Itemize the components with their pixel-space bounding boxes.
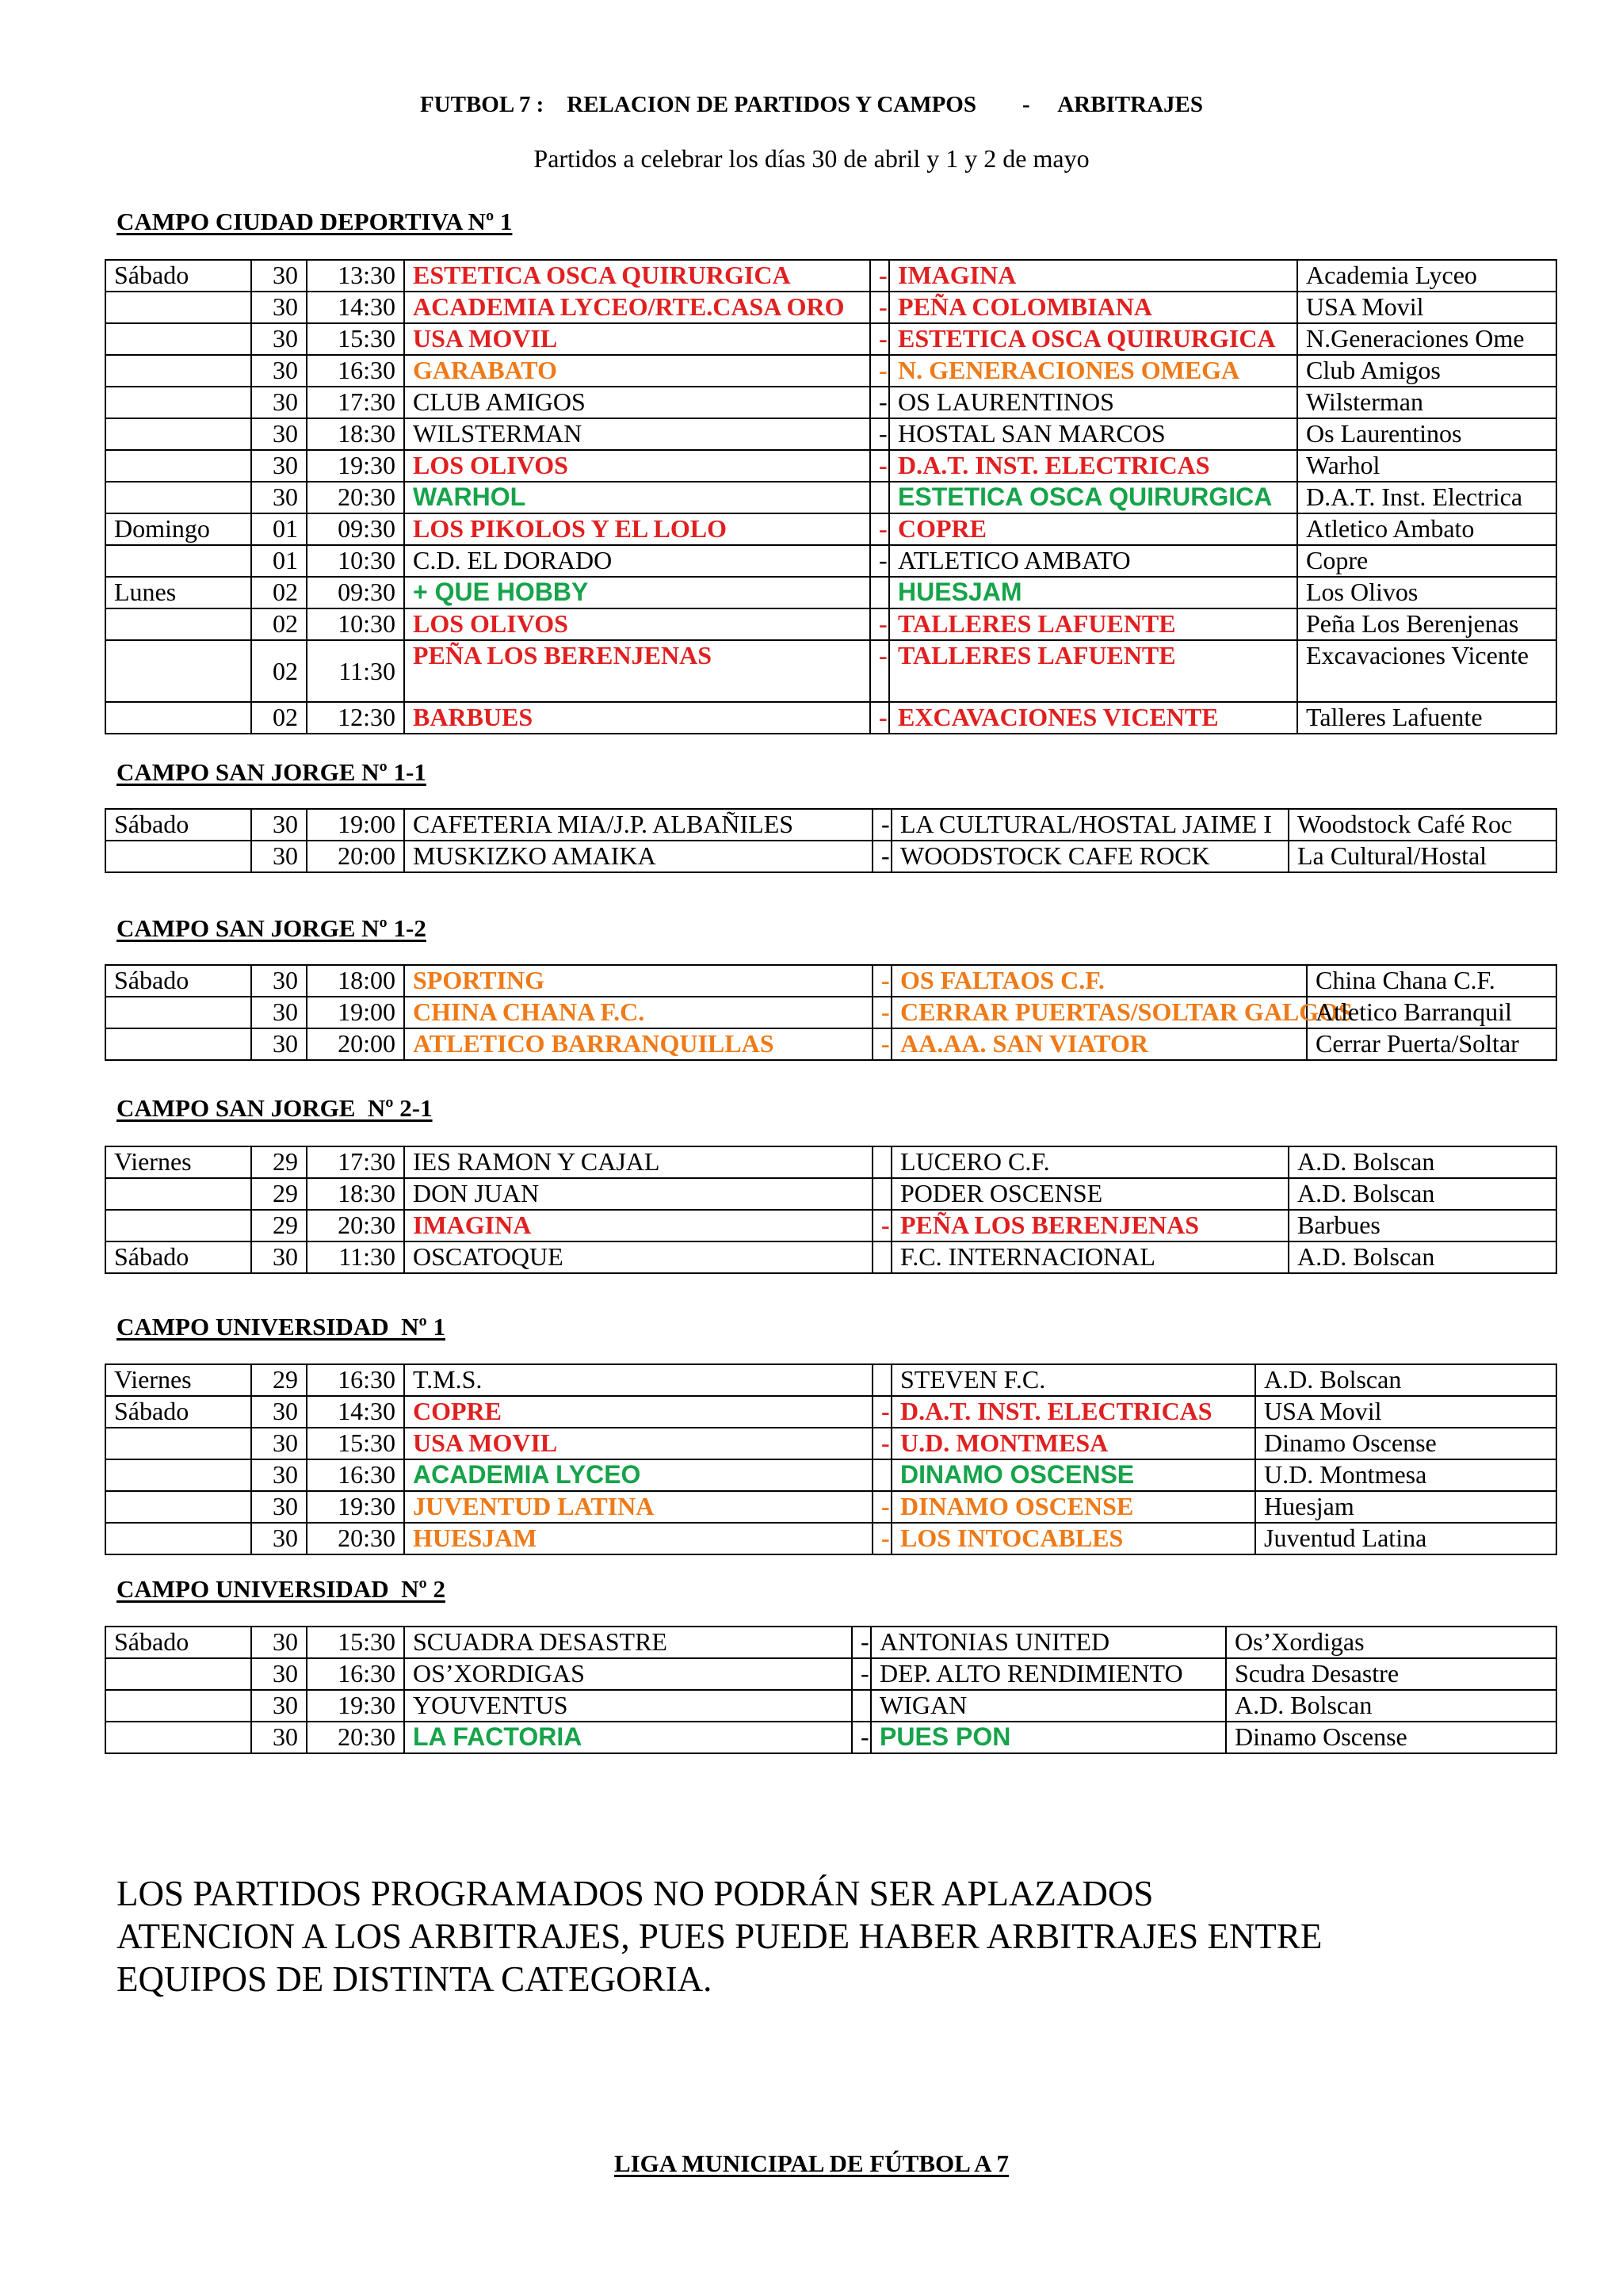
dash-cell: - xyxy=(873,1210,892,1241)
home-team-cell: WARHOL xyxy=(404,482,870,513)
dash-cell: - xyxy=(870,640,889,702)
referee-cell: A.D. Bolscan xyxy=(1226,1690,1556,1722)
day-cell xyxy=(105,387,251,418)
match-row xyxy=(105,608,1556,640)
day-cell xyxy=(105,355,251,387)
date-cell: 29 xyxy=(251,1364,307,1396)
home-team-cell: HUESJAM xyxy=(404,1523,873,1554)
match-row xyxy=(105,513,1556,545)
dash-cell: - xyxy=(870,513,889,545)
time-cell: 20:30 xyxy=(307,1523,404,1554)
day-cell xyxy=(105,1722,251,1753)
referee-cell: Los Olivos xyxy=(1297,577,1556,608)
dash-cell: - xyxy=(870,323,889,355)
match-row xyxy=(105,965,1556,997)
away-team-cell: TALLERES LAFUENTE xyxy=(889,640,1297,702)
away-team-cell: OS FALTAOS C.F. xyxy=(892,965,1307,997)
home-team-cell: OSCATOQUE xyxy=(404,1241,873,1273)
dash-cell xyxy=(870,577,889,608)
field-heading: CAMPO SAN JORGE Nº 1-1 xyxy=(116,758,426,786)
home-team-cell: T.M.S. xyxy=(404,1364,873,1396)
day-cell xyxy=(105,1491,251,1523)
dash-cell: - xyxy=(870,418,889,450)
dash-cell: - xyxy=(870,702,889,734)
notice-block xyxy=(116,1872,1543,2000)
referee-cell: Cerrar Puerta/Soltar xyxy=(1307,1028,1556,1060)
date-cell: 30 xyxy=(251,965,307,997)
referee-cell: Os Laurentinos xyxy=(1297,418,1556,450)
date-cell: 30 xyxy=(251,323,307,355)
field-heading: CAMPO UNIVERSIDAD Nº 1 xyxy=(116,1313,445,1341)
referee-cell: Club Amigos xyxy=(1297,355,1556,387)
match-table xyxy=(105,1363,1557,1555)
home-team-cell: ACADEMIA LYCEO/RTE.CASA ORO xyxy=(404,292,870,323)
date-cell: 30 xyxy=(251,809,307,841)
day-cell xyxy=(105,450,251,482)
day-cell xyxy=(105,545,251,577)
date-cell: 30 xyxy=(251,1428,307,1459)
dash-cell: - xyxy=(873,841,892,872)
time-cell: 15:30 xyxy=(307,323,404,355)
referee-cell: Excavaciones Vicente xyxy=(1297,640,1556,702)
match-row xyxy=(105,1178,1556,1210)
document-title: FUTBOL 7 : RELACION DE PARTIDOS Y CAMPOS - ARBITRAJES xyxy=(419,92,1204,117)
match-row xyxy=(105,418,1556,450)
day-cell xyxy=(105,997,251,1028)
away-team-cell: PEÑA COLOMBIANA xyxy=(889,292,1297,323)
date-cell: 01 xyxy=(251,513,307,545)
dash-cell xyxy=(873,1459,892,1491)
time-cell: 20:30 xyxy=(307,1210,404,1241)
referee-cell: Warhol xyxy=(1297,450,1556,482)
match-row xyxy=(105,1722,1556,1753)
time-cell: 10:30 xyxy=(307,545,404,577)
match-table xyxy=(105,964,1557,1061)
field-heading: CAMPO UNIVERSIDAD Nº 2 xyxy=(116,1575,445,1603)
home-team-cell: COPRE xyxy=(404,1396,873,1428)
match-row xyxy=(105,577,1556,608)
day-cell xyxy=(105,608,251,640)
date-cell: 30 xyxy=(251,260,307,292)
referee-cell: A.D. Bolscan xyxy=(1255,1364,1556,1396)
date-cell: 30 xyxy=(251,355,307,387)
match-row xyxy=(105,1396,1556,1428)
referee-cell: Scudra Desastre xyxy=(1226,1658,1556,1690)
match-row xyxy=(105,841,1556,872)
match-row xyxy=(105,809,1556,841)
league-footer: LIGA MUNICIPAL DE FÚTBOL A 7 xyxy=(613,2149,1010,2177)
home-team-cell: GARABATO xyxy=(404,355,870,387)
home-team-cell: OS’XORDIGAS xyxy=(404,1658,852,1690)
time-cell: 20:00 xyxy=(307,841,404,872)
referee-cell: USA Movil xyxy=(1255,1396,1556,1428)
dash-cell: - xyxy=(852,1658,871,1690)
referee-cell: Atletico Barranquil xyxy=(1307,997,1556,1028)
match-row xyxy=(105,997,1556,1028)
time-cell: 12:30 xyxy=(307,702,404,734)
match-row xyxy=(105,702,1556,734)
referee-cell: Woodstock Café Roc xyxy=(1289,809,1556,841)
field-heading: CAMPO SAN JORGE Nº 1-2 xyxy=(116,914,426,942)
away-team-cell: IMAGINA xyxy=(889,260,1297,292)
dash-cell: - xyxy=(852,1627,871,1658)
time-cell: 18:00 xyxy=(307,965,404,997)
referee-cell: Huesjam xyxy=(1255,1491,1556,1523)
away-team-cell: OS LAURENTINOS xyxy=(889,387,1297,418)
day-cell: Lunes xyxy=(105,577,251,608)
match-row xyxy=(105,387,1556,418)
time-cell: 14:30 xyxy=(307,1396,404,1428)
dash-cell: - xyxy=(870,260,889,292)
date-cell: 30 xyxy=(251,1627,307,1658)
day-cell xyxy=(105,1210,251,1241)
time-cell: 19:00 xyxy=(307,809,404,841)
referee-cell: A.D. Bolscan xyxy=(1289,1178,1556,1210)
time-cell: 19:00 xyxy=(307,997,404,1028)
date-cell: 01 xyxy=(251,545,307,577)
time-cell: 15:30 xyxy=(307,1627,404,1658)
day-cell: Sábado xyxy=(105,809,251,841)
day-cell: Viernes xyxy=(105,1146,251,1178)
dash-cell: - xyxy=(852,1722,871,1753)
day-cell xyxy=(105,418,251,450)
dash-cell xyxy=(873,1364,892,1396)
match-table xyxy=(105,259,1557,734)
time-cell: 16:30 xyxy=(307,1364,404,1396)
dash-cell xyxy=(852,1690,871,1722)
referee-cell: D.A.T. Inst. Electrica xyxy=(1297,482,1556,513)
time-cell: 11:30 xyxy=(307,1241,404,1273)
referee-cell: Dinamo Oscense xyxy=(1255,1428,1556,1459)
referee-cell: Dinamo Oscense xyxy=(1226,1722,1556,1753)
dash-cell: - xyxy=(870,545,889,577)
time-cell: 17:30 xyxy=(307,1146,404,1178)
day-cell xyxy=(105,482,251,513)
time-cell: 09:30 xyxy=(307,577,404,608)
time-cell: 19:30 xyxy=(307,1491,404,1523)
day-cell xyxy=(105,702,251,734)
away-team-cell: ANTONIAS UNITED xyxy=(871,1627,1226,1658)
away-team-cell: TALLERES LAFUENTE xyxy=(889,608,1297,640)
date-cell: 30 xyxy=(251,450,307,482)
match-row xyxy=(105,1690,1556,1722)
time-cell: 20:30 xyxy=(307,1722,404,1753)
match-row xyxy=(105,640,1556,702)
away-team-cell: ESTETICA OSCA QUIRURGICA xyxy=(889,323,1297,355)
match-table xyxy=(105,1626,1557,1754)
day-cell xyxy=(105,1658,251,1690)
dash-cell: - xyxy=(873,997,892,1028)
away-team-cell: HUESJAM xyxy=(889,577,1297,608)
day-cell: Sábado xyxy=(105,1241,251,1273)
date-cell: 30 xyxy=(251,387,307,418)
time-cell: 20:30 xyxy=(307,482,404,513)
time-cell: 09:30 xyxy=(307,513,404,545)
time-cell: 15:30 xyxy=(307,1428,404,1459)
date-cell: 02 xyxy=(251,640,307,702)
dash-cell: - xyxy=(873,1523,892,1554)
dash-cell: - xyxy=(873,1028,892,1060)
day-cell: Domingo xyxy=(105,513,251,545)
match-row xyxy=(105,260,1556,292)
match-table xyxy=(105,808,1557,873)
away-team-cell: PUES PON xyxy=(871,1722,1226,1753)
referee-cell: A.D. Bolscan xyxy=(1289,1146,1556,1178)
home-team-cell: SCUADRA DESASTRE xyxy=(404,1627,852,1658)
home-team-cell: LOS OLIVOS xyxy=(404,608,870,640)
referee-cell: USA Movil xyxy=(1297,292,1556,323)
home-team-cell: JUVENTUD LATINA xyxy=(404,1491,873,1523)
match-row xyxy=(105,1523,1556,1554)
away-team-cell: PEÑA LOS BERENJENAS xyxy=(892,1210,1289,1241)
dash-cell: - xyxy=(870,608,889,640)
time-cell: 16:30 xyxy=(307,1658,404,1690)
day-cell: Sábado xyxy=(105,1396,251,1428)
dash-cell xyxy=(870,482,889,513)
match-row xyxy=(105,1364,1556,1396)
away-team-cell: WOODSTOCK CAFE ROCK xyxy=(892,841,1289,872)
date-cell: 30 xyxy=(251,1658,307,1690)
time-cell: 19:30 xyxy=(307,1690,404,1722)
away-team-cell: AA.AA. SAN VIATOR xyxy=(892,1028,1307,1060)
home-team-cell: DON JUAN xyxy=(404,1178,873,1210)
referee-cell: China Chana C.F. xyxy=(1307,965,1556,997)
home-team-cell: CHINA CHANA F.C. xyxy=(404,997,873,1028)
match-row xyxy=(105,1210,1556,1241)
home-team-cell: ATLETICO BARRANQUILLAS xyxy=(404,1028,873,1060)
day-cell: Viernes xyxy=(105,1364,251,1396)
date-cell: 30 xyxy=(251,997,307,1028)
match-row xyxy=(105,482,1556,513)
time-cell: 16:30 xyxy=(307,1459,404,1491)
day-cell xyxy=(105,640,251,702)
day-cell xyxy=(105,841,251,872)
time-cell: 17:30 xyxy=(307,387,404,418)
match-row xyxy=(105,1491,1556,1523)
away-team-cell: DINAMO OSCENSE xyxy=(892,1491,1255,1523)
date-cell: 29 xyxy=(251,1146,307,1178)
date-cell: 30 xyxy=(251,1396,307,1428)
referee-cell: Peña Los Berenjenas xyxy=(1297,608,1556,640)
referee-cell: Barbues xyxy=(1289,1210,1556,1241)
home-team-cell: LOS OLIVOS xyxy=(404,450,870,482)
dash-cell: - xyxy=(870,355,889,387)
date-cell: 30 xyxy=(251,1491,307,1523)
date-cell: 30 xyxy=(251,418,307,450)
time-cell: 16:30 xyxy=(307,355,404,387)
away-team-cell: LUCERO C.F. xyxy=(892,1146,1289,1178)
away-team-cell: ESTETICA OSCA QUIRURGICA xyxy=(889,482,1297,513)
referee-cell: Juventud Latina xyxy=(1255,1523,1556,1554)
dash-cell: - xyxy=(873,809,892,841)
time-cell: 10:30 xyxy=(307,608,404,640)
date-cell: 30 xyxy=(251,841,307,872)
dash-cell: - xyxy=(870,450,889,482)
away-team-cell: ATLETICO AMBATO xyxy=(889,545,1297,577)
referee-cell: Atletico Ambato xyxy=(1297,513,1556,545)
away-team-cell: WIGAN xyxy=(871,1690,1226,1722)
match-row xyxy=(105,292,1556,323)
home-team-cell: ACADEMIA LYCEO xyxy=(404,1459,873,1491)
home-team-cell: WILSTERMAN xyxy=(404,418,870,450)
time-cell: 20:00 xyxy=(307,1028,404,1060)
match-row xyxy=(105,1627,1556,1658)
dash-cell xyxy=(873,1241,892,1273)
away-team-cell: PODER OSCENSE xyxy=(892,1178,1289,1210)
match-row xyxy=(105,1459,1556,1491)
home-team-cell: YOUVENTUS xyxy=(404,1690,852,1722)
dash-cell: - xyxy=(873,1428,892,1459)
away-team-cell: STEVEN F.C. xyxy=(892,1364,1255,1396)
time-cell: 19:30 xyxy=(307,450,404,482)
field-heading: CAMPO CIUDAD DEPORTIVA Nº 1 xyxy=(116,208,513,235)
dash-cell: - xyxy=(870,387,889,418)
away-team-cell: LA CULTURAL/HOSTAL JAIME I xyxy=(892,809,1289,841)
date-cell: 30 xyxy=(251,292,307,323)
match-row xyxy=(105,1658,1556,1690)
referee-cell: Academia Lyceo xyxy=(1297,260,1556,292)
home-team-cell: BARBUES xyxy=(404,702,870,734)
referee-cell: Copre xyxy=(1297,545,1556,577)
date-cell: 29 xyxy=(251,1210,307,1241)
home-team-cell: USA MOVIL xyxy=(404,323,870,355)
notice-line: EQUIPOS DE DISTINTA CATEGORIA. xyxy=(116,1959,712,1999)
day-cell xyxy=(105,1428,251,1459)
day-cell xyxy=(105,323,251,355)
home-team-cell: CLUB AMIGOS xyxy=(404,387,870,418)
referee-cell: N.Generaciones Ome xyxy=(1297,323,1556,355)
away-team-cell: HOSTAL SAN MARCOS xyxy=(889,418,1297,450)
day-cell xyxy=(105,1523,251,1554)
document-subtitle: Partidos a celebrar los días 30 de abril y 1 y 2 de mayo xyxy=(533,144,1090,173)
home-team-cell: IMAGINA xyxy=(404,1210,873,1241)
day-cell xyxy=(105,1178,251,1210)
dash-cell xyxy=(873,1146,892,1178)
home-team-cell: C.D. EL DORADO xyxy=(404,545,870,577)
date-cell: 30 xyxy=(251,1028,307,1060)
day-cell: Sábado xyxy=(105,1627,251,1658)
away-team-cell: CERRAR PUERTAS/SOLTAR GALGOS xyxy=(892,997,1307,1028)
dash-cell: - xyxy=(873,1396,892,1428)
match-row xyxy=(105,450,1556,482)
match-row xyxy=(105,1428,1556,1459)
match-row xyxy=(105,1241,1556,1273)
dash-cell xyxy=(873,1178,892,1210)
home-team-cell: + QUE HOBBY xyxy=(404,577,870,608)
dash-cell: - xyxy=(870,292,889,323)
away-team-cell: LOS INTOCABLES xyxy=(892,1523,1255,1554)
time-cell: 13:30 xyxy=(307,260,404,292)
match-row xyxy=(105,323,1556,355)
away-team-cell: COPRE xyxy=(889,513,1297,545)
date-cell: 02 xyxy=(251,577,307,608)
date-cell: 30 xyxy=(251,1722,307,1753)
home-team-cell: LA FACTORIA xyxy=(404,1722,852,1753)
day-cell: Sábado xyxy=(105,260,251,292)
time-cell: 18:30 xyxy=(307,418,404,450)
home-team-cell: PEÑA LOS BERENJENAS xyxy=(404,640,870,702)
date-cell: 30 xyxy=(251,1241,307,1273)
away-team-cell: D.A.T. INST. ELECTRICAS xyxy=(889,450,1297,482)
away-team-cell: EXCAVACIONES VICENTE xyxy=(889,702,1297,734)
notice-line: LOS PARTIDOS PROGRAMADOS NO PODRÁN SER APLAZADOS xyxy=(116,1874,1154,1913)
away-team-cell: D.A.T. INST. ELECTRICAS xyxy=(892,1396,1255,1428)
referee-cell: Talleres Lafuente xyxy=(1297,702,1556,734)
away-team-cell: U.D. MONTMESA xyxy=(892,1428,1255,1459)
home-team-cell: LOS PIKOLOS Y EL LOLO xyxy=(404,513,870,545)
field-heading: CAMPO SAN JORGE Nº 2-1 xyxy=(116,1094,433,1122)
dash-cell: - xyxy=(873,965,892,997)
away-team-cell: F.C. INTERNACIONAL xyxy=(892,1241,1289,1273)
away-team-cell: DEP. ALTO RENDIMIENTO xyxy=(871,1658,1226,1690)
match-table xyxy=(105,1146,1557,1274)
day-cell xyxy=(105,1690,251,1722)
referee-cell: U.D. Montmesa xyxy=(1255,1459,1556,1491)
home-team-cell: MUSKIZKO AMAIKA xyxy=(404,841,873,872)
home-team-cell: USA MOVIL xyxy=(404,1428,873,1459)
referee-cell: La Cultural/Hostal xyxy=(1289,841,1556,872)
day-cell xyxy=(105,1028,251,1060)
day-cell xyxy=(105,1459,251,1491)
referee-cell: Os’Xordigas xyxy=(1226,1627,1556,1658)
match-row xyxy=(105,545,1556,577)
time-cell: 11:30 xyxy=(307,640,404,702)
day-cell xyxy=(105,292,251,323)
date-cell: 02 xyxy=(251,608,307,640)
date-cell: 29 xyxy=(251,1178,307,1210)
match-row xyxy=(105,355,1556,387)
notice-line: ATENCION A LOS ARBITRAJES, PUES PUEDE HABER ARBITRAJES ENTRE xyxy=(116,1917,1323,1956)
date-cell: 30 xyxy=(251,1459,307,1491)
date-cell: 30 xyxy=(251,1523,307,1554)
referee-cell: A.D. Bolscan xyxy=(1289,1241,1556,1273)
referee-cell: Wilsterman xyxy=(1297,387,1556,418)
time-cell: 18:30 xyxy=(307,1178,404,1210)
dash-cell: - xyxy=(873,1491,892,1523)
match-row xyxy=(105,1146,1556,1178)
home-team-cell: SPORTING xyxy=(404,965,873,997)
away-team-cell: DINAMO OSCENSE xyxy=(892,1459,1255,1491)
away-team-cell: N. GENERACIONES OMEGA xyxy=(889,355,1297,387)
match-row xyxy=(105,1028,1556,1060)
day-cell: Sábado xyxy=(105,965,251,997)
home-team-cell: IES RAMON Y CAJAL xyxy=(404,1146,873,1178)
date-cell: 02 xyxy=(251,702,307,734)
home-team-cell: CAFETERIA MIA/J.P. ALBAÑILES xyxy=(404,809,873,841)
home-team-cell: ESTETICA OSCA QUIRURGICA xyxy=(404,260,870,292)
date-cell: 30 xyxy=(251,482,307,513)
time-cell: 14:30 xyxy=(307,292,404,323)
date-cell: 30 xyxy=(251,1690,307,1722)
